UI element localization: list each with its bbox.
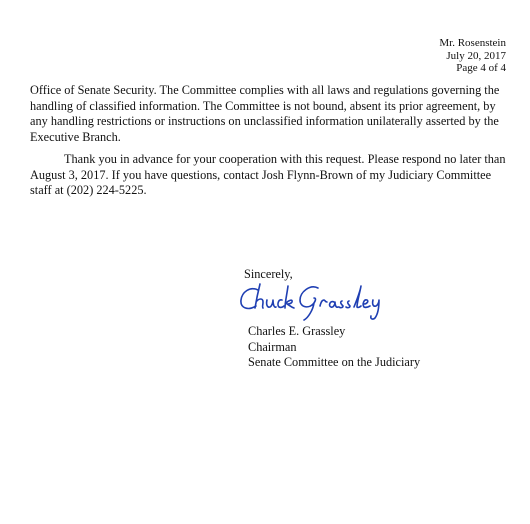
header-date: July 20, 2017: [446, 49, 506, 62]
signatory-name: Charles E. Grassley: [248, 324, 346, 338]
handwritten-signature: [236, 278, 396, 322]
page-header: [439, 37, 506, 75]
body-paragraph-security: Office of Senate Security. The Committee complies with all laws and regulations governing the handling of classified information. The Committee is not bound, absent its prior agreement, by any handling restrictions or instructions on unclassified information unilaterally asserted by the Executive Branch.: [30, 83, 500, 144]
body-paragraph-thanks: Thank you in advance for your cooperation with this request. Please respond no later than August 3, 2017. If you have questions, contact Josh Flynn-Brown of my Judiciary Committee staff at (202) 224-5225.: [30, 152, 506, 197]
signatory-title: Chairman: [248, 339, 297, 354]
signatory-committee: Senate Committee on the Judiciary: [248, 355, 421, 369]
closing-salutation: Sincerely,: [244, 267, 293, 281]
header-recipient: Mr. Rosenstein: [439, 37, 506, 49]
header-page-number: Page 4 of 4: [456, 62, 506, 74]
signature-block: [248, 324, 420, 371]
